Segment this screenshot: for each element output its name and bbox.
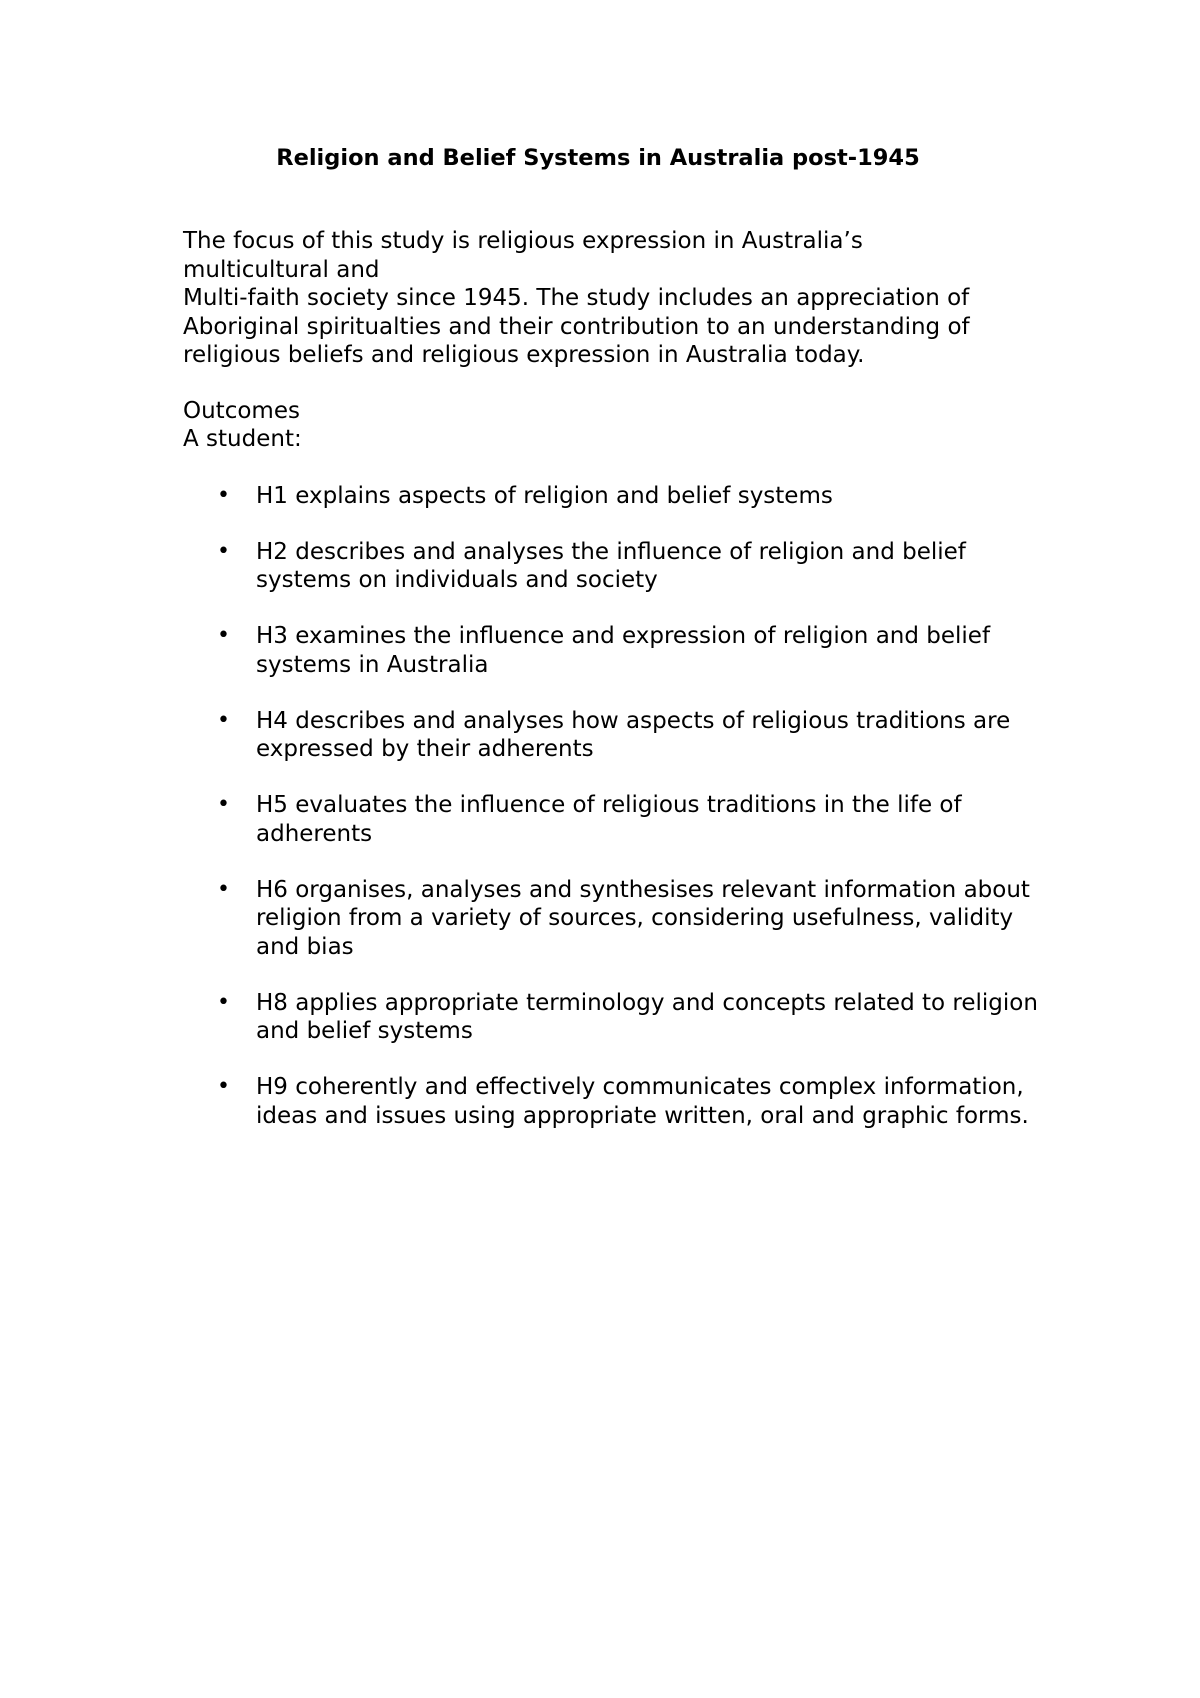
bullet-icon: • (217, 1074, 230, 1099)
outcome-text: H1 explains aspects of religion and belief systems (256, 482, 833, 509)
bullet-icon: • (217, 792, 230, 817)
outcomes-lead: A student: (183, 426, 302, 452)
bullet-icon: • (217, 989, 230, 1015)
list-item (183, 538, 1046, 595)
bullet-icon: • (217, 623, 230, 648)
intro-paragraph (183, 227, 1043, 370)
outcome-text: H3 examines the influence and expression of religion and belief systems in Australia (256, 623, 991, 678)
list-item (183, 707, 1046, 764)
outcomes-heading: Outcomes (183, 397, 300, 424)
intro-line: multicultural and (183, 256, 380, 283)
list-item (183, 989, 1046, 1046)
outcomes-block (183, 397, 1043, 454)
bullet-icon: • (217, 707, 230, 733)
bullet-icon: • (217, 482, 230, 508)
list-item (183, 482, 1046, 511)
outcomes-list (183, 482, 1043, 1131)
intro-line: The focus of this study is religious expression in Australia’s (183, 228, 863, 254)
outcome-text: H9 coherently and effectively communicates complex information, ideas and issues using appropriate written, oral and graphic forms. (256, 1074, 1029, 1129)
list-item (183, 876, 1046, 962)
list-item (183, 791, 1046, 848)
outcome-text: H6 organises, analyses and synthesises relevant information about religion from a variety of sources, considering usefulness, validity and bias (256, 876, 1030, 960)
intro-line: religious beliefs and religious expression in Australia today. (183, 342, 865, 368)
bullet-icon: • (217, 876, 230, 902)
list-item (183, 622, 1046, 679)
outcome-text: H5 evaluates the influence of religious traditions in the life of adherents (256, 792, 962, 847)
outcome-text: H4 describes and analyses how aspects of religious traditions are expressed by their adherents (256, 707, 1011, 762)
list-item (183, 1073, 1046, 1130)
intro-line: Multi-faith society since 1945. The study includes an appreciation of (183, 285, 970, 311)
page-title: Religion and Belief Systems in Australia post-1945 (276, 145, 920, 171)
document-content (183, 143, 1043, 1158)
bullet-icon: • (217, 538, 230, 564)
intro-line: Aboriginal spiritualties and their contribution to an understanding of (183, 313, 970, 340)
outcome-text: H8 applies appropriate terminology and concepts related to religion and belief systems (256, 989, 1038, 1044)
outcome-text: H2 describes and analyses the influence of religion and belief systems on individuals and society (256, 538, 966, 593)
